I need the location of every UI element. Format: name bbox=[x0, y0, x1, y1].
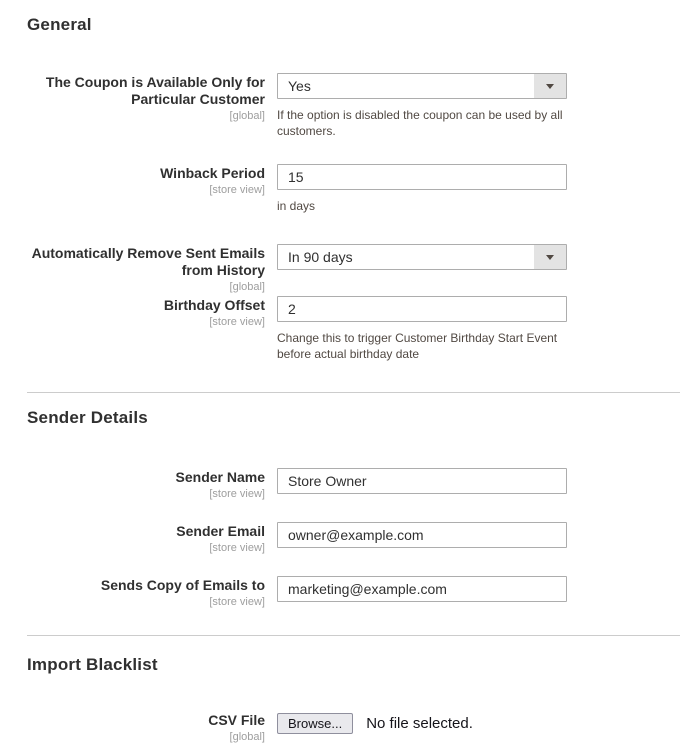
field-control-col bbox=[277, 522, 577, 548]
field-label-col bbox=[27, 296, 265, 329]
field-control-col bbox=[277, 468, 577, 494]
select-value: In 90 days bbox=[288, 249, 353, 265]
field-auto-remove-sent-emails bbox=[27, 244, 680, 294]
birthday-offset-input[interactable] bbox=[277, 296, 567, 322]
section-title-sender-details: Sender Details bbox=[27, 408, 148, 427]
field-label: Sends Copy of Emails to bbox=[100, 577, 265, 593]
scope-note: [global] bbox=[229, 281, 265, 293]
field-birthday-offset bbox=[27, 296, 680, 362]
field-label: Birthday Offset bbox=[163, 297, 265, 313]
coupon-available-select[interactable] bbox=[277, 73, 567, 99]
field-label: Winback Period bbox=[160, 165, 265, 181]
auto-remove-select[interactable] bbox=[277, 244, 567, 270]
scope-note: [global] bbox=[229, 110, 265, 122]
sends-copy-input[interactable] bbox=[277, 576, 567, 602]
field-label-col bbox=[27, 522, 265, 555]
field-control-col bbox=[277, 244, 577, 270]
section-general bbox=[27, 14, 680, 392]
field-comment: Change this to trigger Customer Birthday Start Event before actual birthday date bbox=[277, 331, 558, 361]
field-label-col bbox=[27, 73, 265, 123]
chevron-down-icon bbox=[534, 245, 566, 269]
field-control-col bbox=[277, 296, 577, 362]
section-title-general: General bbox=[27, 15, 92, 34]
field-coupon-available-only bbox=[27, 73, 680, 139]
field-sends-copy-to bbox=[27, 576, 680, 609]
field-sender-name bbox=[27, 468, 680, 501]
field-label: The Coupon is Available Only for Particular Customer bbox=[45, 74, 265, 107]
scope-note: [global] bbox=[229, 731, 265, 743]
sender-name-input[interactable] bbox=[277, 468, 567, 494]
winback-period-input[interactable] bbox=[277, 164, 567, 190]
browse-button[interactable]: Browse... bbox=[277, 713, 353, 734]
field-comment: in days bbox=[277, 199, 316, 213]
field-csv-file bbox=[27, 711, 680, 744]
field-label: Sender Email bbox=[176, 523, 265, 539]
select-value: Yes bbox=[288, 78, 311, 94]
scope-note: [store view] bbox=[209, 488, 265, 500]
field-label: Automatically Remove Sent Emails from History bbox=[31, 245, 265, 278]
section-title-import-blacklist: Import Blacklist bbox=[27, 655, 158, 674]
field-label-col bbox=[27, 576, 265, 609]
field-control-col bbox=[277, 576, 577, 602]
field-winback-period bbox=[27, 164, 680, 214]
field-label-col bbox=[27, 711, 265, 744]
field-sender-email bbox=[27, 522, 680, 555]
field-control-col bbox=[277, 73, 577, 139]
field-label: Sender Name bbox=[175, 469, 265, 485]
field-comment: If the option is disabled the coupon can be used by all customers. bbox=[277, 108, 563, 138]
scope-note: [store view] bbox=[209, 184, 265, 196]
section-import-blacklist bbox=[27, 635, 680, 744]
chevron-down-icon bbox=[534, 74, 566, 98]
field-label: CSV File bbox=[208, 712, 265, 728]
scope-note: [store view] bbox=[209, 316, 265, 328]
field-control-col bbox=[277, 164, 577, 214]
scope-note: [store view] bbox=[209, 542, 265, 554]
file-status-text: No file selected. bbox=[366, 714, 473, 732]
scope-note: [store view] bbox=[209, 596, 265, 608]
sender-email-input[interactable] bbox=[277, 522, 567, 548]
section-sender-details bbox=[27, 392, 680, 635]
field-label-col bbox=[27, 244, 265, 294]
field-label-col bbox=[27, 164, 265, 197]
field-label-col bbox=[27, 468, 265, 501]
